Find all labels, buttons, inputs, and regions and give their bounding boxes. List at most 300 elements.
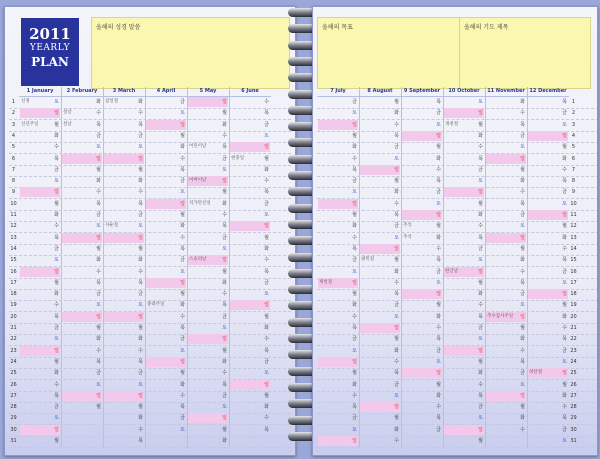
day-cell[interactable]	[146, 413, 186, 423]
day-cell[interactable]	[402, 278, 442, 288]
day-cell[interactable]	[104, 300, 144, 310]
day-cell[interactable]	[528, 391, 568, 401]
day-cell[interactable]	[146, 108, 186, 118]
day-cell[interactable]	[528, 244, 568, 254]
day-cell[interactable]	[146, 165, 186, 175]
day-cell[interactable]	[486, 300, 526, 310]
day-cell[interactable]	[20, 210, 60, 220]
day-cell[interactable]	[20, 131, 60, 141]
day-cell[interactable]	[318, 402, 358, 412]
day-cell[interactable]	[444, 436, 484, 446]
day-cell[interactable]	[318, 176, 358, 186]
day-cell[interactable]	[528, 187, 568, 197]
day-cell[interactable]	[360, 165, 400, 175]
day-cell[interactable]	[104, 334, 144, 344]
day-cell[interactable]	[20, 154, 60, 164]
day-cell[interactable]	[318, 142, 358, 152]
day-cell[interactable]	[62, 380, 102, 390]
day-cell[interactable]	[104, 402, 144, 412]
day-cell[interactable]	[62, 402, 102, 412]
day-cell[interactable]	[230, 142, 270, 152]
day-cell[interactable]	[20, 199, 60, 209]
day-cell[interactable]	[20, 267, 60, 277]
day-cell[interactable]	[20, 402, 60, 412]
day-cell[interactable]	[318, 233, 358, 243]
day-cell[interactable]	[486, 413, 526, 423]
day-cell[interactable]	[104, 323, 144, 333]
day-cell[interactable]	[20, 346, 60, 356]
day-cell[interactable]	[486, 357, 526, 367]
day-cell[interactable]	[444, 244, 484, 254]
day-cell[interactable]	[444, 346, 484, 356]
day-cell[interactable]	[230, 210, 270, 220]
day-cell[interactable]	[444, 380, 484, 390]
day-cell[interactable]	[444, 368, 484, 378]
day-cell[interactable]	[360, 199, 400, 209]
day-cell[interactable]	[146, 97, 186, 107]
day-cell[interactable]	[486, 289, 526, 299]
day-cell[interactable]	[62, 289, 102, 299]
day-cell[interactable]	[230, 346, 270, 356]
day-cell[interactable]	[486, 380, 526, 390]
day-cell[interactable]	[528, 368, 568, 378]
day-cell[interactable]	[104, 142, 144, 152]
day-cell[interactable]	[528, 131, 568, 141]
day-cell[interactable]	[402, 357, 442, 367]
day-cell[interactable]	[528, 289, 568, 299]
day-cell[interactable]	[360, 108, 400, 118]
day-cell[interactable]	[104, 267, 144, 277]
day-cell[interactable]	[146, 255, 186, 265]
day-cell[interactable]	[230, 199, 270, 209]
day-cell[interactable]	[360, 142, 400, 152]
day-cell[interactable]	[146, 267, 186, 277]
day-cell[interactable]	[486, 255, 526, 265]
day-cell[interactable]	[146, 391, 186, 401]
day-cell[interactable]	[318, 289, 358, 299]
day-cell[interactable]	[318, 312, 358, 322]
day-cell[interactable]	[62, 334, 102, 344]
day-cell[interactable]	[230, 357, 270, 367]
goals-box[interactable]	[317, 17, 461, 89]
day-cell[interactable]	[20, 187, 60, 197]
day-cell[interactable]	[104, 233, 144, 243]
day-cell[interactable]	[104, 176, 144, 186]
day-cell[interactable]	[20, 176, 60, 186]
day-cell[interactable]	[188, 120, 228, 130]
day-cell[interactable]	[318, 97, 358, 107]
day-cell[interactable]	[528, 210, 568, 220]
day-cell[interactable]	[318, 221, 358, 231]
day-cell[interactable]	[528, 346, 568, 356]
day-cell[interactable]	[444, 289, 484, 299]
day-cell[interactable]	[20, 380, 60, 390]
day-cell[interactable]	[20, 312, 60, 322]
day-cell[interactable]	[146, 210, 186, 220]
day-cell[interactable]	[402, 413, 442, 423]
day-cell[interactable]	[62, 312, 102, 322]
day-cell[interactable]	[230, 233, 270, 243]
day-cell[interactable]	[528, 142, 568, 152]
day-cell[interactable]	[20, 368, 60, 378]
day-cell[interactable]	[444, 334, 484, 344]
day-cell[interactable]	[402, 97, 442, 107]
day-cell[interactable]	[444, 255, 484, 265]
day-cell[interactable]	[188, 176, 228, 186]
day-cell[interactable]	[444, 210, 484, 220]
day-cell[interactable]	[444, 131, 484, 141]
day-cell[interactable]	[146, 199, 186, 209]
day-cell[interactable]	[486, 221, 526, 231]
day-cell[interactable]	[146, 244, 186, 254]
day-cell[interactable]	[62, 368, 102, 378]
day-cell[interactable]	[62, 221, 102, 231]
day-cell[interactable]	[188, 380, 228, 390]
day-cell[interactable]	[230, 402, 270, 412]
day-cell[interactable]	[486, 278, 526, 288]
day-cell[interactable]	[360, 380, 400, 390]
day-cell[interactable]	[188, 165, 228, 175]
day-cell[interactable]	[146, 289, 186, 299]
day-cell[interactable]	[62, 244, 102, 254]
day-cell[interactable]	[360, 300, 400, 310]
day-cell[interactable]	[230, 278, 270, 288]
day-cell[interactable]	[318, 154, 358, 164]
day-cell[interactable]	[444, 323, 484, 333]
day-cell[interactable]	[318, 210, 358, 220]
day-cell[interactable]	[444, 233, 484, 243]
day-cell[interactable]	[62, 108, 102, 118]
day-cell[interactable]	[360, 357, 400, 367]
day-cell[interactable]	[104, 165, 144, 175]
day-cell[interactable]	[318, 120, 358, 130]
day-cell[interactable]	[402, 131, 442, 141]
day-cell[interactable]	[104, 154, 144, 164]
day-cell[interactable]	[528, 436, 568, 446]
day-cell[interactable]	[20, 278, 60, 288]
day-cell[interactable]	[230, 108, 270, 118]
day-cell[interactable]	[188, 142, 228, 152]
day-cell[interactable]	[318, 425, 358, 435]
day-cell[interactable]	[62, 233, 102, 243]
day-cell[interactable]	[402, 346, 442, 356]
day-cell[interactable]	[104, 244, 144, 254]
day-cell[interactable]	[486, 391, 526, 401]
day-cell[interactable]	[230, 380, 270, 390]
day-cell[interactable]	[230, 289, 270, 299]
day-cell[interactable]	[62, 391, 102, 401]
day-cell[interactable]	[188, 402, 228, 412]
day-cell[interactable]	[188, 346, 228, 356]
day-cell[interactable]	[146, 357, 186, 367]
day-cell[interactable]	[360, 255, 400, 265]
day-cell[interactable]	[360, 391, 400, 401]
day-cell[interactable]	[188, 267, 228, 277]
day-cell[interactable]	[318, 278, 358, 288]
day-cell[interactable]	[188, 233, 228, 243]
day-cell[interactable]	[360, 97, 400, 107]
day-cell[interactable]	[104, 380, 144, 390]
day-cell[interactable]	[486, 233, 526, 243]
day-cell[interactable]	[188, 278, 228, 288]
day-cell[interactable]	[230, 300, 270, 310]
day-cell[interactable]	[360, 120, 400, 130]
day-cell[interactable]	[188, 391, 228, 401]
day-cell[interactable]	[444, 312, 484, 322]
day-cell[interactable]	[444, 108, 484, 118]
day-cell[interactable]	[318, 334, 358, 344]
day-cell[interactable]	[360, 312, 400, 322]
day-cell[interactable]	[528, 233, 568, 243]
day-cell[interactable]	[402, 380, 442, 390]
day-cell[interactable]	[188, 108, 228, 118]
day-cell[interactable]	[402, 300, 442, 310]
day-cell[interactable]	[20, 233, 60, 243]
day-cell[interactable]	[402, 391, 442, 401]
day-cell[interactable]	[62, 120, 102, 130]
day-cell[interactable]	[188, 312, 228, 322]
day-cell[interactable]	[360, 278, 400, 288]
day-cell[interactable]	[146, 402, 186, 412]
day-cell[interactable]	[62, 142, 102, 152]
day-cell[interactable]	[402, 267, 442, 277]
day-cell[interactable]	[360, 323, 400, 333]
day-cell[interactable]	[20, 142, 60, 152]
day-cell[interactable]	[486, 368, 526, 378]
day-cell[interactable]	[402, 233, 442, 243]
day-cell[interactable]	[486, 210, 526, 220]
day-cell[interactable]	[486, 97, 526, 107]
day-cell[interactable]	[62, 131, 102, 141]
day-cell[interactable]	[402, 221, 442, 231]
day-cell[interactable]	[146, 120, 186, 130]
prayer-box[interactable]	[459, 17, 591, 89]
day-cell[interactable]	[62, 187, 102, 197]
day-cell[interactable]	[230, 255, 270, 265]
day-cell[interactable]	[486, 199, 526, 209]
day-cell[interactable]	[62, 278, 102, 288]
day-cell[interactable]	[528, 357, 568, 367]
day-cell[interactable]	[20, 357, 60, 367]
day-cell[interactable]	[20, 436, 60, 446]
day-cell[interactable]	[188, 289, 228, 299]
day-cell[interactable]	[230, 312, 270, 322]
day-cell[interactable]	[20, 289, 60, 299]
day-cell[interactable]	[20, 425, 60, 435]
day-cell[interactable]	[360, 244, 400, 254]
day-cell[interactable]	[230, 323, 270, 333]
day-cell[interactable]	[528, 108, 568, 118]
day-cell[interactable]	[360, 402, 400, 412]
day-cell[interactable]	[20, 413, 60, 423]
day-cell[interactable]	[402, 244, 442, 254]
day-cell[interactable]	[486, 323, 526, 333]
day-cell[interactable]	[20, 255, 60, 265]
day-cell[interactable]	[62, 346, 102, 356]
day-cell[interactable]	[20, 97, 60, 107]
day-cell[interactable]	[20, 300, 60, 310]
day-cell[interactable]	[188, 300, 228, 310]
day-cell[interactable]	[318, 108, 358, 118]
day-cell[interactable]	[528, 323, 568, 333]
day-cell[interactable]	[486, 142, 526, 152]
day-cell[interactable]	[146, 346, 186, 356]
day-cell[interactable]	[62, 357, 102, 367]
day-cell[interactable]	[104, 391, 144, 401]
day-cell[interactable]	[402, 210, 442, 220]
day-cell[interactable]	[402, 108, 442, 118]
day-cell[interactable]	[318, 131, 358, 141]
day-cell[interactable]	[318, 165, 358, 175]
day-cell[interactable]	[486, 187, 526, 197]
day-cell[interactable]	[528, 425, 568, 435]
day-cell[interactable]	[318, 368, 358, 378]
day-cell[interactable]	[360, 221, 400, 231]
day-cell[interactable]	[486, 267, 526, 277]
day-cell[interactable]	[104, 131, 144, 141]
day-cell[interactable]	[528, 154, 568, 164]
day-cell[interactable]	[486, 154, 526, 164]
day-cell[interactable]	[444, 300, 484, 310]
day-cell[interactable]	[188, 210, 228, 220]
day-cell[interactable]	[402, 154, 442, 164]
day-cell[interactable]	[146, 380, 186, 390]
day-cell[interactable]	[188, 199, 228, 209]
day-cell[interactable]	[146, 323, 186, 333]
day-cell[interactable]	[62, 199, 102, 209]
day-cell[interactable]	[146, 368, 186, 378]
day-cell[interactable]	[444, 97, 484, 107]
day-cell[interactable]	[444, 221, 484, 231]
day-cell[interactable]	[146, 278, 186, 288]
day-cell[interactable]	[402, 199, 442, 209]
day-cell[interactable]	[528, 300, 568, 310]
day-cell[interactable]	[188, 255, 228, 265]
day-cell[interactable]	[188, 334, 228, 344]
day-cell[interactable]	[104, 413, 144, 423]
day-cell[interactable]	[188, 413, 228, 423]
day-cell[interactable]	[444, 267, 484, 277]
day-cell[interactable]	[444, 199, 484, 209]
day-cell[interactable]	[486, 312, 526, 322]
day-cell[interactable]	[62, 165, 102, 175]
day-cell[interactable]	[444, 142, 484, 152]
day-cell[interactable]	[62, 300, 102, 310]
day-cell[interactable]	[230, 244, 270, 254]
day-cell[interactable]	[486, 131, 526, 141]
day-cell[interactable]	[528, 199, 568, 209]
day-cell[interactable]	[230, 221, 270, 231]
day-cell[interactable]	[188, 97, 228, 107]
day-cell[interactable]	[360, 436, 400, 446]
day-cell[interactable]	[62, 176, 102, 186]
day-cell[interactable]	[146, 334, 186, 344]
day-cell[interactable]	[402, 255, 442, 265]
day-cell[interactable]	[402, 176, 442, 186]
day-cell[interactable]	[318, 357, 358, 367]
day-cell[interactable]	[20, 221, 60, 231]
day-cell[interactable]	[444, 402, 484, 412]
day-cell[interactable]	[62, 267, 102, 277]
day-cell[interactable]	[528, 97, 568, 107]
day-cell[interactable]	[486, 402, 526, 412]
day-cell[interactable]	[230, 165, 270, 175]
day-cell[interactable]	[230, 120, 270, 130]
day-cell[interactable]	[104, 368, 144, 378]
day-cell[interactable]	[528, 221, 568, 231]
day-cell[interactable]	[104, 210, 144, 220]
day-cell[interactable]	[230, 391, 270, 401]
day-cell[interactable]	[188, 221, 228, 231]
day-cell[interactable]	[146, 131, 186, 141]
day-cell[interactable]	[20, 334, 60, 344]
day-cell[interactable]	[402, 187, 442, 197]
day-cell[interactable]	[528, 267, 568, 277]
day-cell[interactable]	[360, 233, 400, 243]
day-cell[interactable]	[528, 413, 568, 423]
day-cell[interactable]	[62, 154, 102, 164]
day-cell[interactable]	[360, 154, 400, 164]
day-cell[interactable]	[146, 142, 186, 152]
day-cell[interactable]	[146, 312, 186, 322]
day-cell[interactable]	[104, 357, 144, 367]
day-cell[interactable]	[402, 334, 442, 344]
day-cell[interactable]	[402, 289, 442, 299]
day-cell[interactable]	[104, 289, 144, 299]
day-cell[interactable]	[104, 199, 144, 209]
day-cell[interactable]	[402, 425, 442, 435]
day-cell[interactable]	[360, 289, 400, 299]
day-cell[interactable]	[188, 357, 228, 367]
day-cell[interactable]	[486, 120, 526, 130]
day-cell[interactable]	[360, 210, 400, 220]
day-cell[interactable]	[318, 199, 358, 209]
day-cell[interactable]	[62, 97, 102, 107]
day-cell[interactable]	[188, 131, 228, 141]
day-cell[interactable]	[104, 108, 144, 118]
day-cell[interactable]	[318, 300, 358, 310]
day-cell[interactable]	[360, 131, 400, 141]
day-cell[interactable]	[402, 142, 442, 152]
day-cell[interactable]	[360, 425, 400, 435]
bible-verse-box[interactable]	[91, 17, 290, 89]
day-cell[interactable]	[104, 278, 144, 288]
day-cell[interactable]	[318, 391, 358, 401]
day-cell[interactable]	[20, 165, 60, 175]
day-cell[interactable]	[444, 120, 484, 130]
day-cell[interactable]	[146, 154, 186, 164]
day-cell[interactable]	[402, 165, 442, 175]
day-cell[interactable]	[146, 187, 186, 197]
day-cell[interactable]	[188, 244, 228, 254]
day-cell[interactable]	[486, 108, 526, 118]
day-cell[interactable]	[444, 187, 484, 197]
day-cell[interactable]	[402, 312, 442, 322]
day-cell[interactable]	[146, 425, 186, 435]
day-cell[interactable]	[486, 334, 526, 344]
day-cell[interactable]	[528, 120, 568, 130]
day-cell[interactable]	[230, 413, 270, 423]
day-cell[interactable]	[146, 300, 186, 310]
day-cell[interactable]	[188, 323, 228, 333]
day-cell[interactable]	[444, 391, 484, 401]
day-cell[interactable]	[444, 413, 484, 423]
day-cell[interactable]	[188, 436, 228, 446]
day-cell[interactable]	[146, 176, 186, 186]
day-cell[interactable]	[444, 425, 484, 435]
day-cell[interactable]	[230, 425, 270, 435]
day-cell[interactable]	[318, 346, 358, 356]
